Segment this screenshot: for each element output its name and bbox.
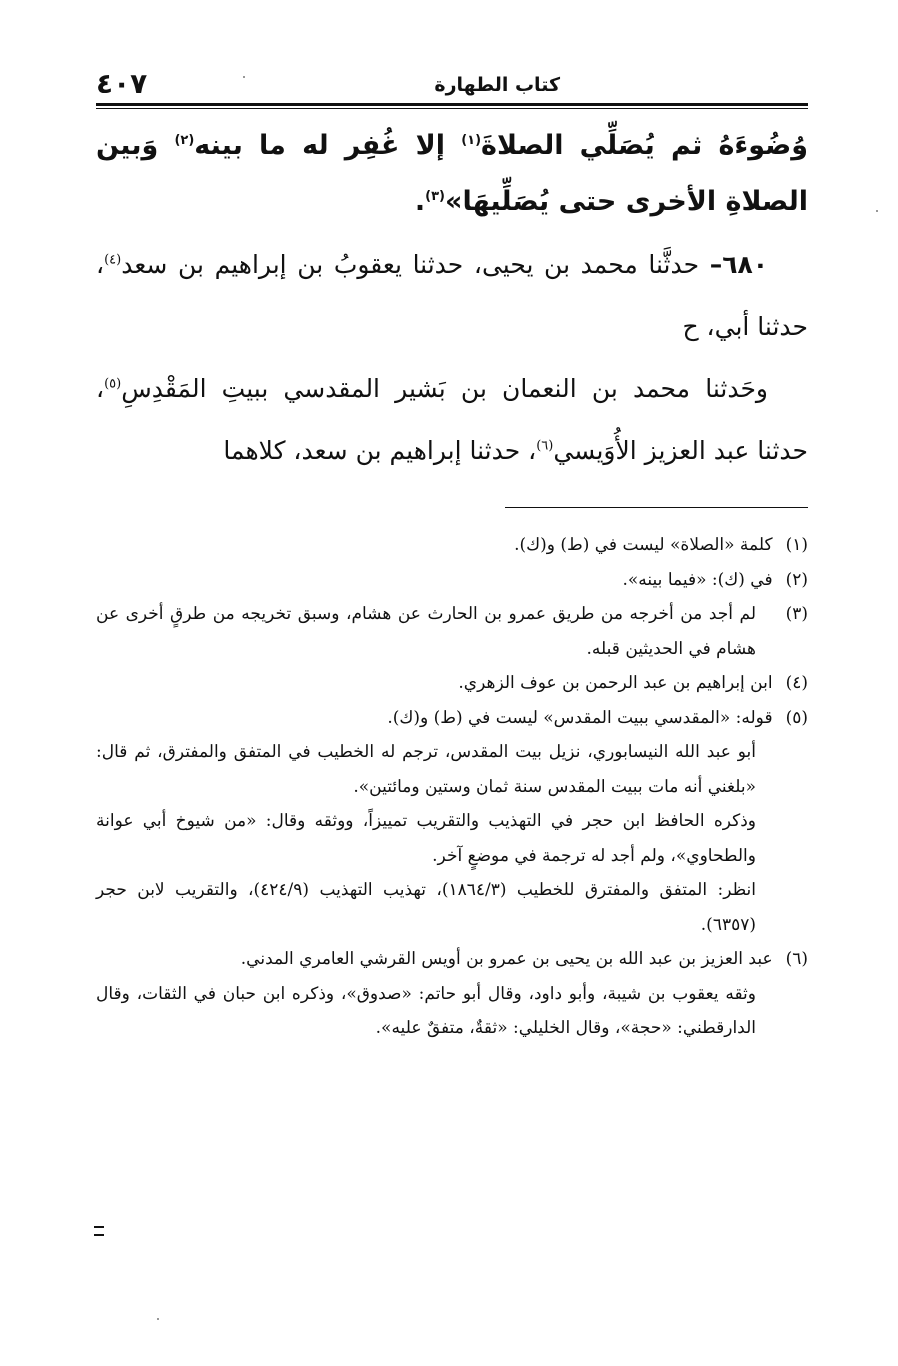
running-head: كتاب الطهارة bbox=[434, 74, 560, 96]
footnote-text: لم أجد من أخرجه من طريق عمرو بن الحارث عن هشام، وسبق تخريجه من طرقٍ أخرى عن هشام في الحديثين قبله. bbox=[96, 604, 756, 659]
text-span: إلا غُفِر له ما بينه bbox=[194, 130, 462, 161]
text-span: ، حدثنا أبي، ح bbox=[96, 250, 808, 341]
text-span: . bbox=[414, 186, 426, 217]
text-span: وحَدثنا محمد بن النعمان بن بَشير المقدسي ببيتِ المَقْدِسِ bbox=[121, 374, 768, 403]
footnote-ref: (٤) bbox=[104, 252, 122, 268]
footnote-ref: (٦) bbox=[536, 438, 554, 454]
footnote-5-cont-3 bbox=[96, 873, 808, 942]
footnotes bbox=[96, 528, 808, 1046]
footnote-text: انظر: المتفق والمفترق للخطيب (١٨٦٤/٣)، تهذيب التهذيب (٤٢٤/٩)، والتقريب لابن حجر (٦٣٥٧). bbox=[96, 880, 756, 935]
footnote-ref: (٢) bbox=[174, 133, 195, 148]
text-span: ، حدثنا عبد العزيز الأُوَيسي bbox=[96, 374, 808, 465]
footnote-marker: (٥) bbox=[785, 707, 808, 728]
header-rule bbox=[96, 103, 808, 106]
text-span: وَبين الصلاةِ الأخرى bbox=[96, 130, 808, 217]
text-span: وُضُوءَهُ ثم يُصَلِّي الصلاةَ bbox=[481, 130, 808, 161]
footnote-5 bbox=[96, 701, 808, 736]
footnote-text: أبو عبد الله النيسابوري، نزيل بيت المقدس، ترجم له الخطيب في المتفق والمفترق، ثم قال: «بلغني أنه مات ببيت المقدس سنة ثمان وستين ومائتين». bbox=[96, 742, 756, 797]
footnote-text: عبد العزيز بن عبد الله بن يحيى بن عمرو بن أويس القرشي العامري المدني. bbox=[240, 949, 773, 969]
footnote-1 bbox=[96, 528, 808, 563]
header-rule-thin bbox=[96, 108, 808, 109]
text-span: حتى يُصَلِّيهَا» bbox=[445, 186, 617, 217]
footnote-ref: (٣) bbox=[425, 189, 445, 204]
footnote-text: كلمة «الصلاة» ليست في (ط) و(ك). bbox=[514, 535, 773, 555]
footnote-marker: (١) bbox=[785, 535, 808, 555]
footnote-6-cont-1 bbox=[96, 977, 808, 1046]
footnote-ref: (٥) bbox=[104, 376, 122, 392]
hadith-number: ٦٨٠– bbox=[709, 250, 768, 279]
footnote-5-cont-2 bbox=[96, 804, 808, 873]
main-text bbox=[96, 118, 808, 482]
hadith-ending bbox=[96, 118, 808, 230]
footnote-marker: (٦) bbox=[785, 949, 808, 969]
scan-speck bbox=[243, 76, 245, 78]
footnote-4 bbox=[96, 666, 808, 701]
footnote-marker: (٣) bbox=[785, 604, 808, 624]
page-header bbox=[96, 62, 808, 102]
text-span: ، حدثنا إبراهيم بن سعد، كلاهما bbox=[223, 436, 537, 465]
footnote-3 bbox=[96, 597, 808, 666]
page-number: ٤٠٧ bbox=[96, 67, 148, 100]
hadith-680-second-isnad bbox=[96, 358, 808, 482]
footnote-2 bbox=[96, 563, 808, 598]
footnote-divider bbox=[505, 507, 808, 508]
footnote-text: في (ك): «فيما بينه». bbox=[622, 569, 773, 590]
scan-speck bbox=[157, 1318, 159, 1320]
footnote-marker: (٤) bbox=[785, 673, 808, 693]
footnote-text: وذكره الحافظ ابن حجر في التهذيب والتقريب تمييزاً، ووثقه وقال: «من شيوخ أبي عوانة والطحاوي»، ولم أجد له ترجمة في موضعٍ آخر. bbox=[96, 811, 756, 866]
footnote-text: ابن إبراهيم بن عبد الرحمن بن عوف الزهري. bbox=[458, 673, 773, 693]
hadith-680-isnad bbox=[96, 234, 808, 358]
footnote-6 bbox=[96, 942, 808, 977]
scan-speck bbox=[876, 210, 878, 212]
footnote-text: وثقه يعقوب بن شيبة، وأبو داود، وقال أبو حاتم: «صدوق»، وذكره ابن حبان في الثقات، وقال الدارقطني: «حجة»، وقال الخليلي: «ثقةٌ، متفقٌ عليه». bbox=[96, 983, 756, 1038]
text-span: حدثَّنا محمد بن يحيى، حدثنا يعقوبُ بن إبراهيم بن سعد bbox=[121, 250, 710, 279]
footnote-marker: (٢) bbox=[785, 569, 808, 590]
end-mark bbox=[94, 1226, 104, 1236]
footnote-text: قوله: «المقدسي ببيت المقدس» ليست في (ط) و(ك). bbox=[387, 707, 773, 728]
footnote-5-cont-1 bbox=[96, 735, 808, 804]
footnote-ref: (١) bbox=[461, 133, 482, 148]
